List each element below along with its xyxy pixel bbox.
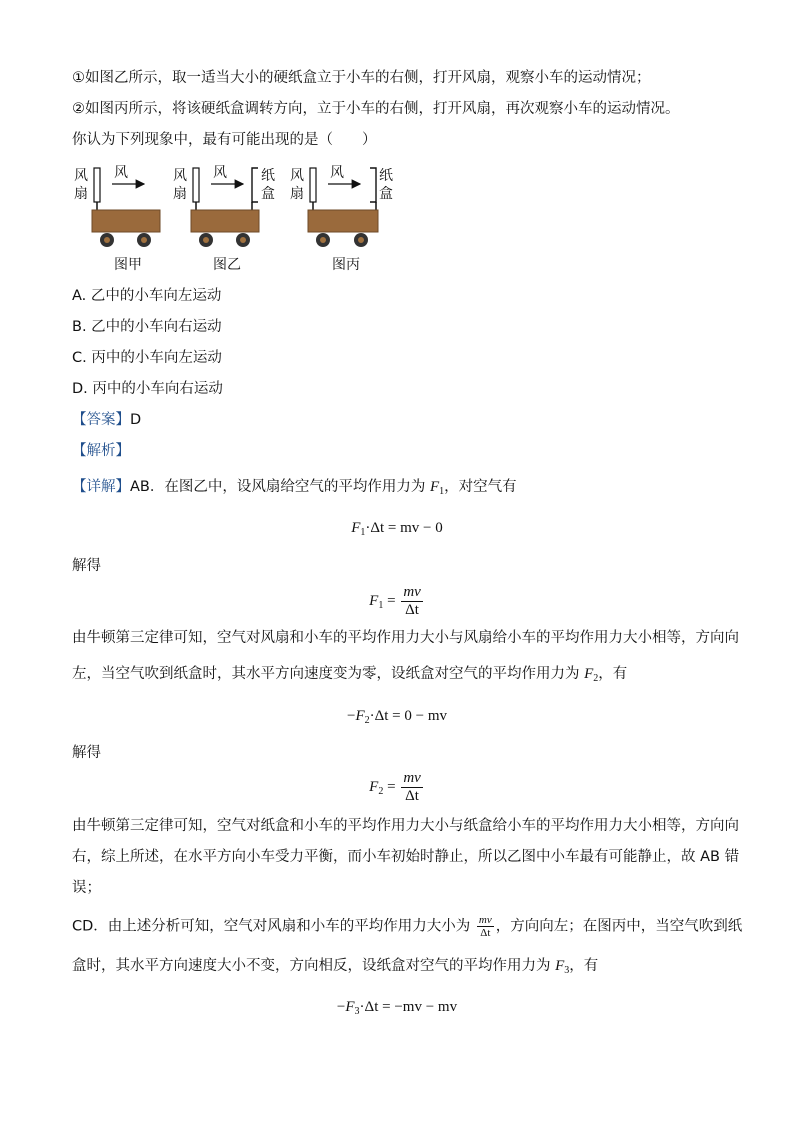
detail-line-1: [72, 477, 517, 502]
detail-p1-post: ，对空气有: [444, 479, 517, 495]
analysis-tag: 【解析】: [72, 443, 130, 459]
wheel-left: [316, 233, 330, 247]
box-label-top: 纸: [379, 168, 393, 184]
fan-label-bottom: 扇: [173, 186, 187, 202]
inline-fraction-mv-dt: $\frac{mv}{\Delta t}$: [478, 914, 492, 939]
answer-line: [72, 410, 141, 430]
fraction-mv-dt: $\frac{mv}{\Delta t}$: [403, 770, 421, 804]
force-f2: $F_2$: [584, 666, 599, 684]
equation-4: $F_2$ = $\frac{mv}{\Delta t}$: [369, 770, 421, 804]
panel-jia: [74, 165, 160, 273]
detail-p4-line-1: CD．由上述分析可知，空气对风扇和小车的平均作用力大小为 $\frac{mv}{\Delta t}$ ，方向向左；在图丙中，当空气吹到纸: [72, 914, 743, 939]
equation-5: $-F_3\cdot\Delta t = -mv$ − mv: [336, 999, 458, 1017]
caption-bing: 图丙: [332, 257, 360, 273]
box-label-bottom: 盒: [379, 186, 393, 202]
question-prompt: 你认为下列现象中，最有可能出现的是（ ）: [72, 132, 377, 148]
question-step-1: ①如图乙所示，取一适当大小的硬纸盒立于小车的右侧，打开风扇，观察小车的运动情况；: [72, 70, 651, 86]
wind-label: 风: [213, 165, 227, 181]
cart-body: [92, 210, 160, 232]
option-d[interactable]: D. 丙中的小车向右运动: [72, 381, 223, 397]
cart-fan-figure: [70, 160, 400, 282]
solve-label-1: 解得: [72, 558, 101, 574]
wheel-left: [100, 233, 114, 247]
force-f3: $F_3$: [555, 958, 570, 976]
equation-1: $F_1\cdot\Delta t$ = mv − 0: [351, 520, 443, 538]
caption-yi: 图乙: [213, 257, 241, 273]
cart-body: [308, 210, 378, 232]
box-label-bottom: 盒: [261, 186, 275, 202]
option-c[interactable]: C. 丙中的小车向左运动: [72, 350, 222, 366]
fan-icon: [94, 168, 100, 202]
paper-box-icon: [252, 168, 258, 202]
fan-icon: [193, 168, 199, 202]
wheel-right: [354, 233, 368, 247]
answer-tag: 【答案】: [72, 412, 130, 428]
answer-value: D: [130, 412, 142, 428]
fan-label-top: 风: [173, 168, 187, 184]
wheel-left: [199, 233, 213, 247]
wheel-right: [236, 233, 250, 247]
detail-p1-pre: AB．在图乙中，设风扇给空气的平均作用力为: [130, 479, 430, 495]
fan-label-top: 风: [74, 168, 88, 184]
option-b[interactable]: B. 乙中的小车向右运动: [72, 319, 222, 335]
detail-p2-line-2: 左，当空气吹到纸盒时，其水平方向速度变为零，设纸盒对空气的平均作用力为 $F_2$，有: [72, 666, 628, 684]
solve-label-2: 解得: [72, 745, 101, 761]
fan-icon: [310, 168, 316, 202]
figure-svg: [70, 160, 400, 278]
detail-p3-line-1: 由牛顿第三定律可知，空气对纸盒和小车的平均作用力大小与纸盒给小车的平均作用力大小相等，方向向: [72, 818, 739, 834]
equation-2: $F_1$ = $\frac{mv}{\Delta t}$: [369, 584, 421, 618]
fan-label-top: 风: [290, 168, 304, 184]
box-label-top: 纸: [261, 168, 275, 184]
wheel-right: [137, 233, 151, 247]
wind-label: 风: [114, 165, 128, 181]
force-f1: $F_1$: [429, 479, 445, 497]
fraction-mv-dt: $\frac{mv}{\Delta t}$: [403, 584, 421, 618]
detail-tag: 【详解】: [72, 479, 130, 495]
detail-p3-line-2: 右，综上所述，在水平方向小车受力平衡，而小车初始时静止，所以乙图中小车最有可能静止，故 AB 错: [72, 849, 740, 865]
detail-p4-line-2: 盒时，其水平方向速度大小不变，方向相反，设纸盒对空气的平均作用力为 $F_3$，有: [72, 958, 599, 976]
panel-bing: [290, 165, 393, 273]
detail-p3-line-3: 误；: [72, 880, 101, 896]
paper-box-reversed-icon: [370, 168, 376, 202]
wind-label: 风: [330, 165, 344, 181]
option-a[interactable]: A. 乙中的小车向左运动: [72, 288, 222, 304]
detail-p2-line-1: 由牛顿第三定律可知，空气对风扇和小车的平均作用力大小与风扇给小车的平均作用力大小相等，方向向: [72, 630, 739, 646]
caption-jia: 图甲: [114, 257, 142, 273]
equation-3: $-F_2\cdot\Delta t = 0$ − mv: [346, 708, 448, 726]
analysis-line: [72, 441, 130, 461]
fan-label-bottom: 扇: [290, 186, 304, 202]
fan-label-bottom: 扇: [74, 186, 88, 202]
panel-yi: [173, 165, 275, 273]
cart-body: [191, 210, 259, 232]
question-step-2: ②如图丙所示，将该硬纸盒调转方向，立于小车的右侧，打开风扇，再次观察小车的运动情况。: [72, 101, 680, 117]
